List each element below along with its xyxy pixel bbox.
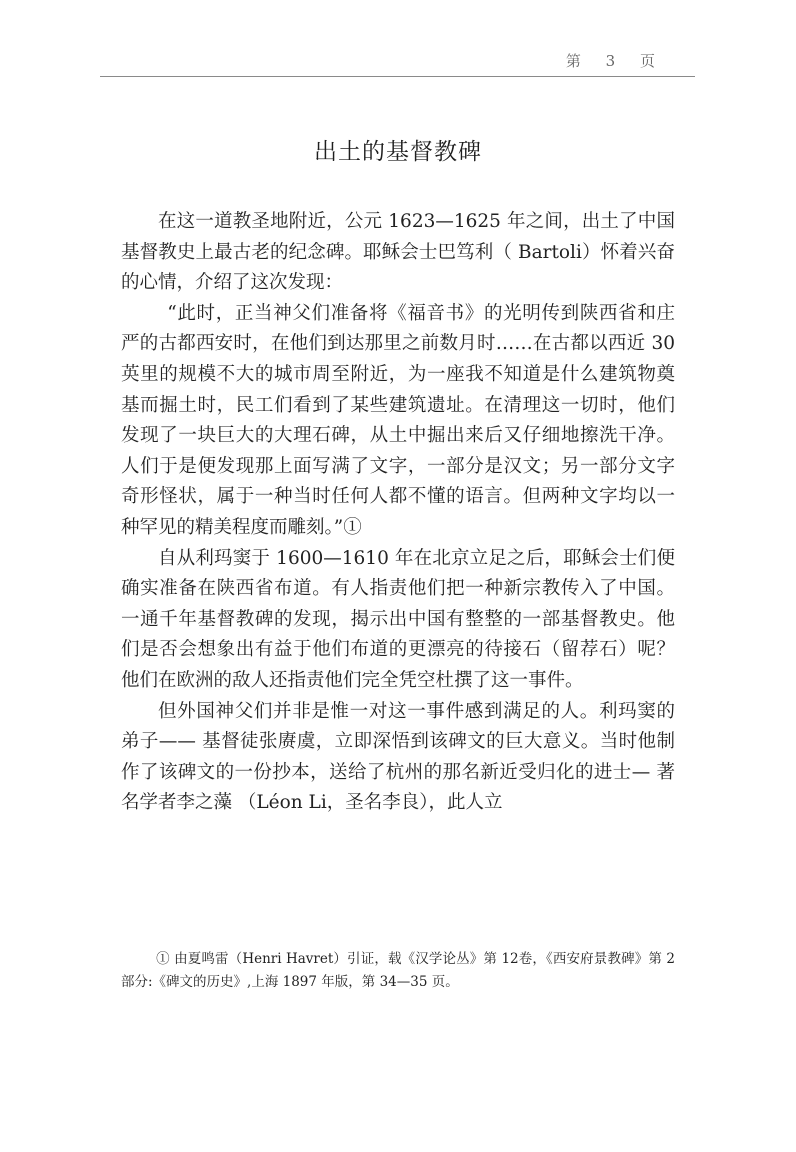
body-text <box>121 207 675 819</box>
footnotes <box>121 948 675 994</box>
page-header <box>100 50 695 77</box>
paragraph-intro: 在这一道教圣地附近，公元 1623—1625 年之间，出土了中国基督教史上最古老的纪念碑。耶稣会士巴笃利（ Bartoli）怀着兴奋的心情，介绍了这次发现： <box>121 211 675 294</box>
page-number: 第 3 页 <box>565 52 665 70</box>
paragraph-disciple: 但外国神父们并非是惟一对这一事件感到满足的人。利玛窦的弟子—— 基督徒张赓虞，立即深悟到该碑文的巨大意义。当时他制作了该碑文的一份抄本，送给了杭州的那名新近受归化的进士— 著名学者李之藻 （Léon Li，圣名李良），此人立 <box>121 700 675 814</box>
paragraph-ricci: 自从利玛窦于 1600—1610 年在北京立足之后，耶稣会士们便确实准备在陕西省布道。有人指责他们把一种新宗教传入了中国。一通千年基督教碑的发现，揭示出中国有整整的一部基督教史。他们是否会想象出有益于他们布道的更漂亮的待接石（留荐石）呢？他们在欧洲的敌人还指责他们完全凭空杜撰了这一事件。 <box>121 547 675 691</box>
paragraph-quotation: “此时，正当神父们准备将《福音书》的光明传到陕西省和庄严的古都西安时，在他们到达那里之前数月时……在古都以西近 30 英里的规模不大的城市周至附近，为一座我不知道是什么建筑物奠基而掘土时，民工们看到了某些建筑遗址。在清理这一切时，他们发现了一块巨大的大理石碑，从土中掘出来后又仔细地擦洗干净。人们于是便发现那上面写满了文字，一部分是汉文；另一部分文字奇形怪状，属于一种当时任何人都不懂的语言。但两种文字均以一种罕见的精美程度而雕刻。”① <box>121 302 675 538</box>
footnote-1: ① 由夏鸣雷（Henri Havret）引证，载《汉学论丛》第 12卷，《西安府景教碑》第 2 部分:《碑文的历史》,上海 1897 年版，第 34—35 页。 <box>121 951 675 990</box>
chapter-title: 出土的基督教碑 <box>314 139 482 165</box>
